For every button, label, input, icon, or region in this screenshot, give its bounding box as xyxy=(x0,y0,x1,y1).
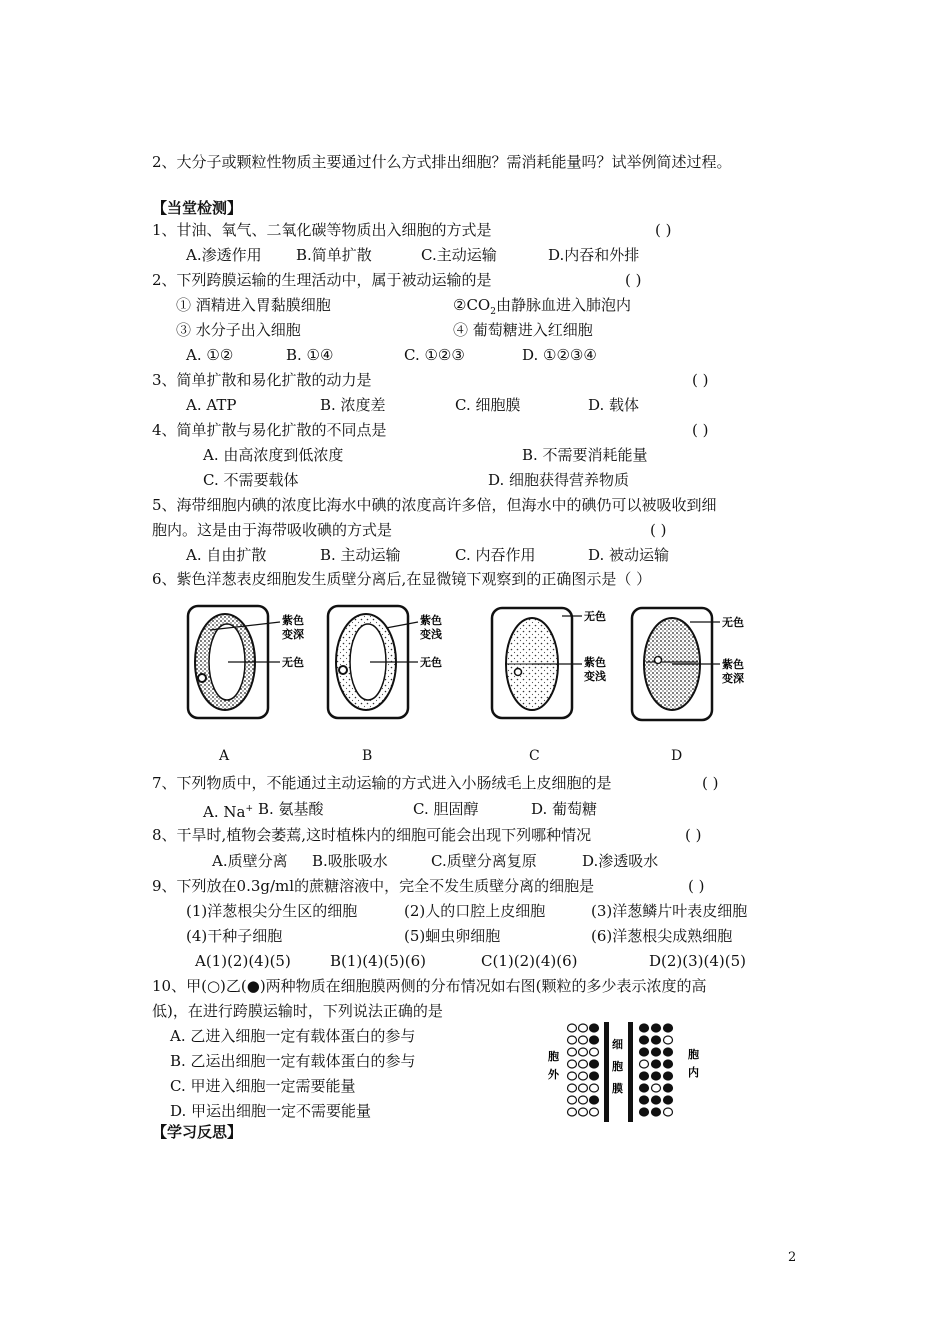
particle-filled xyxy=(664,1024,673,1032)
q2-option-b[interactable]: B. ①④ xyxy=(286,346,334,364)
particle-filled xyxy=(652,1108,661,1116)
outside-label-2: 外 xyxy=(548,1068,559,1081)
particle-filled xyxy=(652,1096,661,1104)
cell-c-label-2: 紫色 xyxy=(584,656,606,669)
particle-open xyxy=(568,1084,577,1092)
q3-option-c[interactable]: C. 细胞膜 xyxy=(455,396,521,414)
question-9-answer-blank[interactable]: ( ) xyxy=(688,877,705,895)
particle-filled xyxy=(664,1084,673,1092)
particle-filled xyxy=(652,1048,661,1056)
q8-option-b[interactable]: B.吸胀吸水 xyxy=(312,852,388,870)
cell-a-diagram xyxy=(188,606,304,718)
question-8-answer-blank[interactable]: ( ) xyxy=(685,826,702,844)
q7-option-a[interactable]: A. Na+ xyxy=(203,803,253,821)
section-title-reflection: 【学习反思】 xyxy=(152,1123,243,1141)
q2-item-3: ③ 水分子出入细胞 xyxy=(176,321,301,339)
particle-filled xyxy=(640,1024,649,1032)
cell-b-label-1: 紫色 xyxy=(420,614,442,627)
question-3-answer-blank[interactable]: ( ) xyxy=(692,371,709,389)
q10-option-a[interactable]: A. 乙进入细胞一定有载体蛋白的参与 xyxy=(170,1027,416,1045)
q5-option-b[interactable]: B. 主动运输 xyxy=(320,546,401,564)
question-7-stem: 7、下列物质中，不能通过主动运输的方式进入小肠绒毛上皮细胞的是 xyxy=(152,774,612,792)
question-9-stem: 9、下列放在0.3g/ml的蔗糖溶液中，完全不发生质壁分离的细胞是 xyxy=(152,877,595,895)
particle-filled xyxy=(640,1048,649,1056)
q1-option-d[interactable]: D.内吞和外排 xyxy=(548,246,640,264)
particle-open xyxy=(579,1060,588,1068)
particle-filled xyxy=(640,1108,649,1116)
q7-option-d[interactable]: D. 葡萄糖 xyxy=(531,800,598,818)
particle-open xyxy=(652,1084,661,1092)
q1-option-a[interactable]: A.渗透作用 xyxy=(186,246,262,264)
q2-option-c[interactable]: C. ①②③ xyxy=(404,346,465,364)
particle-filled xyxy=(664,1096,673,1104)
question-3-stem: 3、简单扩散和易化扩散的动力是 xyxy=(152,371,372,389)
plasmolysis-figure xyxy=(180,600,780,750)
question-10-stem-line2: 低)，在进行跨膜运输时，下列说法正确的是 xyxy=(152,1002,443,1020)
particle-filled xyxy=(590,1036,599,1044)
q2-option-a[interactable]: A. ①② xyxy=(186,346,234,364)
q5-option-c[interactable]: C. 内吞作用 xyxy=(455,546,536,564)
question-8-stem: 8、干旱时,植物会萎蔫,这时植株内的细胞可能会出现下列哪种情况 xyxy=(152,826,592,844)
outside-label-1: 胞 xyxy=(548,1050,559,1063)
cell-a-label-1: 紫色 xyxy=(282,614,304,627)
q6-option-b[interactable]: B xyxy=(362,748,373,764)
q10-option-c[interactable]: C. 甲进入细胞一定需要能量 xyxy=(170,1077,356,1095)
particle-open xyxy=(568,1060,577,1068)
q3-option-b[interactable]: B. 浓度差 xyxy=(320,396,386,414)
particle-filled xyxy=(590,1096,599,1104)
q9-item-1: (1)洋葱根尖分生区的细胞 xyxy=(186,902,358,920)
q5-option-d[interactable]: D. 被动运输 xyxy=(588,546,670,564)
inside-label-2: 内 xyxy=(688,1066,699,1079)
particle-open xyxy=(568,1072,577,1080)
membrane-label-1: 细 xyxy=(612,1038,623,1051)
q2-option-d[interactable]: D. ①②③④ xyxy=(522,346,597,364)
particle-open xyxy=(568,1024,577,1032)
particle-filled xyxy=(652,1024,661,1032)
particle-open xyxy=(590,1048,599,1056)
question-2-answer-blank[interactable]: ( ) xyxy=(625,271,642,289)
membrane-right-line xyxy=(628,1022,633,1122)
particle-open xyxy=(568,1096,577,1104)
question-7-answer-blank[interactable]: ( ) xyxy=(702,774,719,792)
q2-item-1: ① 酒精进入胃黏膜细胞 xyxy=(176,296,331,314)
particle-filled xyxy=(664,1060,673,1068)
q6-option-c[interactable]: C xyxy=(529,748,540,764)
particle-open xyxy=(568,1108,577,1116)
q3-option-d[interactable]: D. 载体 xyxy=(588,396,640,414)
question-4-answer-blank[interactable]: ( ) xyxy=(692,421,709,439)
particle-filled xyxy=(590,1072,599,1080)
cell-b-label-3: 无色 xyxy=(420,656,442,669)
outside-particles xyxy=(568,1024,599,1116)
particle-filled xyxy=(652,1060,661,1068)
question-4-stem: 4、简单扩散与易化扩散的不同点是 xyxy=(152,421,387,439)
q9-option-d[interactable]: D(2)(3)(4)(5) xyxy=(649,952,747,970)
particle-open xyxy=(579,1084,588,1092)
q7-option-c[interactable]: C. 胆固醇 xyxy=(413,800,479,818)
review-question-2: 2、大分子或颗粒性物质主要通过什么方式排出细胞？需消耗能量吗？试举例简述过程。 xyxy=(152,153,732,171)
particle-filled xyxy=(652,1036,661,1044)
q9-option-a[interactable]: A(1)(2)(4)(5) xyxy=(195,952,291,970)
particle-filled xyxy=(664,1048,673,1056)
q4-option-a[interactable]: A. 由高浓度到低浓度 xyxy=(203,446,344,464)
q9-option-c[interactable]: C(1)(2)(4)(6) xyxy=(481,952,578,970)
inside-particles xyxy=(640,1024,673,1116)
q4-option-c[interactable]: C. 不需要载体 xyxy=(203,471,299,489)
cell-d-label-2: 紫色 xyxy=(722,658,744,671)
cell-b-diagram xyxy=(328,606,442,718)
cell-c-diagram xyxy=(492,608,606,718)
q7-option-b[interactable]: B. 氨基酸 xyxy=(258,800,324,818)
question-5-stem-line2: 胞内。这是由于海带吸收碘的方式是 xyxy=(152,521,393,539)
q9-item-5: (5)蛔虫卵细胞 xyxy=(404,927,501,945)
q10-option-d[interactable]: D. 甲运出细胞一定不需要能量 xyxy=(170,1102,372,1120)
cell-a-label-3: 无色 xyxy=(282,656,304,669)
membrane-left-line xyxy=(604,1022,609,1122)
q4-option-b[interactable]: B. 不需要消耗能量 xyxy=(522,446,648,464)
q2-item-2: $②CO_2$由静脉血进入肺泡内 xyxy=(453,296,631,317)
q1-option-b[interactable]: B.简单扩散 xyxy=(296,246,372,264)
cell-d-diagram xyxy=(632,608,744,720)
particle-open xyxy=(579,1096,588,1104)
page-number: 2 xyxy=(788,1250,797,1265)
particle-filled xyxy=(640,1036,649,1044)
cell-c-label-3: 变浅 xyxy=(584,670,606,683)
membrane-label-3: 膜 xyxy=(612,1082,623,1095)
inside-label-1: 胞 xyxy=(688,1048,699,1061)
question-1-answer-blank[interactable]: ( ) xyxy=(655,221,672,239)
particle-open xyxy=(579,1048,588,1056)
particle-filled xyxy=(640,1072,649,1080)
q10-option-b[interactable]: B. 乙运出细胞一定有载体蛋白的参与 xyxy=(170,1052,416,1070)
particle-open xyxy=(590,1108,599,1116)
cell-d-label-1: 无色 xyxy=(722,616,744,629)
particle-filled xyxy=(590,1024,599,1032)
cell-c-label-1: 无色 xyxy=(584,610,606,623)
question-5-stem-line1: 5、海带细胞内碘的浓度比海水中碘的浓度高许多倍，但海水中的碘仍可以被吸收到细 xyxy=(152,496,717,514)
particle-open xyxy=(664,1036,673,1044)
cell-d-label-3: 变深 xyxy=(722,672,744,685)
q8-option-d[interactable]: D.渗透吸水 xyxy=(582,852,659,870)
q2-item-4: ④ 葡萄糖进入红细胞 xyxy=(453,321,593,339)
particle-filled xyxy=(640,1096,649,1104)
cell-b-label-2: 变浅 xyxy=(420,628,442,641)
particle-filled xyxy=(664,1072,673,1080)
q9-item-2: (2)人的口腔上皮细胞 xyxy=(404,902,546,920)
particle-open xyxy=(664,1108,673,1116)
question-6-stem: 6、紫色洋葱表皮细胞发生质壁分离后,在显微镜下观察到的正确图示是（ ） xyxy=(152,570,652,588)
q3-option-a[interactable]: A. ATP xyxy=(186,396,237,414)
q9-option-b[interactable]: B(1)(4)(5)(6) xyxy=(330,952,427,970)
particle-open xyxy=(640,1060,649,1068)
particle-open xyxy=(568,1048,577,1056)
membrane-distribution-figure xyxy=(540,1018,720,1128)
particle-open xyxy=(579,1108,588,1116)
q5-option-a[interactable]: A. 自由扩散 xyxy=(186,546,267,564)
q8-option-a[interactable]: A.质壁分离 xyxy=(212,852,288,870)
cell-a-label-2: 变深 xyxy=(282,628,304,641)
q9-item-4: (4)干种子细胞 xyxy=(186,927,283,945)
q8-option-c[interactable]: C.质壁分离复原 xyxy=(431,852,537,870)
particle-filled xyxy=(652,1072,661,1080)
particle-open xyxy=(579,1072,588,1080)
q9-item-3: (3)洋葱鳞片叶表皮细胞 xyxy=(591,902,748,920)
question-2-stem: 2、下列跨膜运输的生理活动中，属于被动运输的是 xyxy=(152,271,492,289)
q6-option-a[interactable]: A xyxy=(219,748,230,764)
particle-filled xyxy=(640,1084,649,1092)
particle-open xyxy=(579,1036,588,1044)
particle-open xyxy=(568,1036,577,1044)
section-title-test: 【当堂检测】 xyxy=(152,199,243,217)
q4-option-d[interactable]: D. 细胞获得营养物质 xyxy=(488,471,630,489)
particle-open xyxy=(590,1084,599,1092)
question-1-stem: 1、甘油、氧气、二氧化碳等物质出入细胞的方式是 xyxy=(152,221,492,239)
question-10-stem-line1: 10、甲(○)乙(●)两种物质在细胞膜两侧的分布情况如右图(颗粒的多少表示浓度的高 xyxy=(152,977,707,995)
membrane-label-2: 胞 xyxy=(612,1060,623,1073)
question-5-answer-blank[interactable]: ( ) xyxy=(650,521,667,539)
particle-filled xyxy=(590,1060,599,1068)
q1-option-c[interactable]: C.主动运输 xyxy=(421,246,497,264)
q6-option-d[interactable]: D xyxy=(671,748,683,764)
particle-open xyxy=(579,1024,588,1032)
q9-item-6: (6)洋葱根尖成熟细胞 xyxy=(591,927,733,945)
